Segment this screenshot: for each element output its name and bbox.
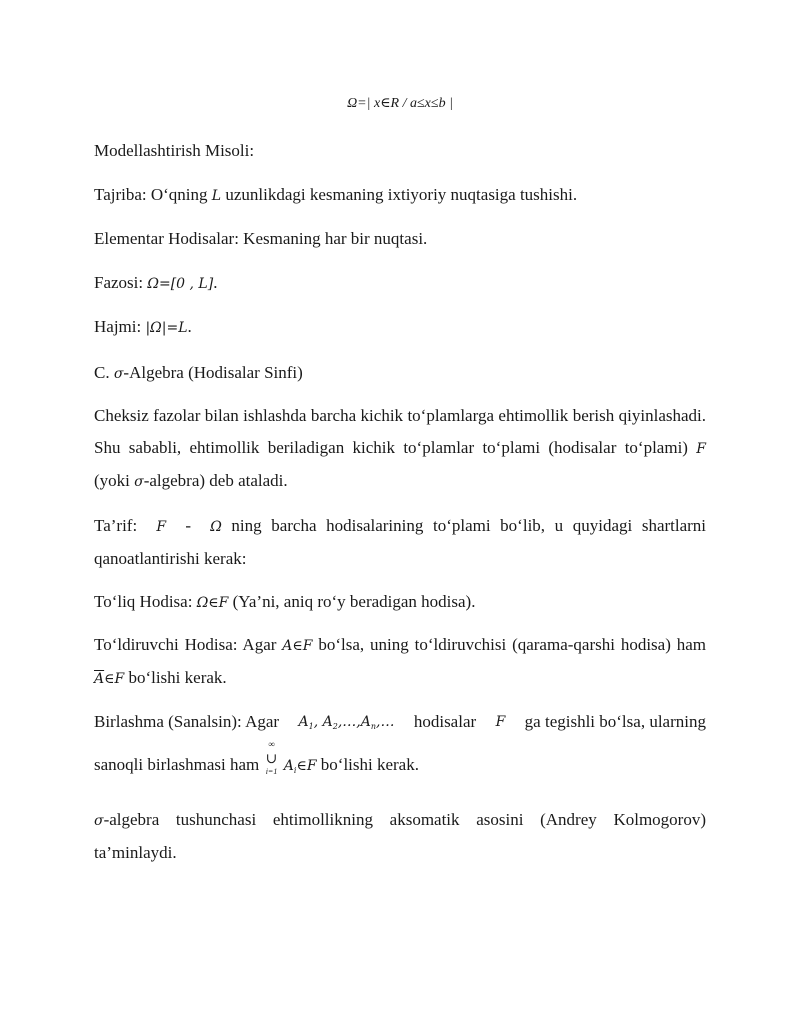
full-event-line xyxy=(94,591,475,614)
sample-space-formula: Ω=| x∈R / a≤x≤b | xyxy=(347,96,453,111)
union-sequence: $A_1$, $A_2,\dots,A_n,\dots$ xyxy=(298,714,395,731)
closing-text: -algebra tushunchasi ehtimollikning aksomatik asosini (Andrey Kolmogorov) ta’minlaydi. xyxy=(94,810,706,862)
para1-text-2: (yoki xyxy=(94,471,130,490)
union-line-2 xyxy=(94,739,419,782)
para1-text-3: -algebra) deb ataladi. xyxy=(143,471,288,490)
union-symbol: ∪ xyxy=(265,752,278,767)
union-line-1 xyxy=(94,711,706,738)
closing-paragraph xyxy=(94,804,706,869)
union-upper-limit: ∞ xyxy=(268,739,275,749)
sigma-symbol: σ xyxy=(113,366,124,382)
closing-sigma: σ xyxy=(94,813,104,829)
definition-label: Ta’rif: xyxy=(94,516,138,535)
union-operator xyxy=(264,739,280,776)
union-end: bo‘lishi kerak. xyxy=(320,755,419,774)
space-formula: Ω=[0 , L] xyxy=(147,276,214,292)
complement-text: bo‘lsa, uning to‘ldiruvchisi (qarama-qarshi hodisa) ham xyxy=(318,635,707,654)
section-prefix: C. xyxy=(94,363,110,382)
definition-omega: Ω xyxy=(210,519,222,535)
volume-line xyxy=(94,316,192,339)
heading-modelling-example: Modellashtirish Misoli: xyxy=(94,141,255,160)
definition-F: F xyxy=(156,519,167,535)
union-lower-limit: i=1 xyxy=(265,767,278,776)
union-F: F xyxy=(495,714,506,730)
union-term: $A_i\in F$ xyxy=(283,758,317,775)
elementary-events-line: Elementar Hodisalar: Kesmaning har bir nuqtasi. xyxy=(94,229,428,248)
full-event-text: (Ya’ni, aniq ro‘y beradigan hodisa). xyxy=(232,592,476,611)
sigma-algebra-intro-paragraph xyxy=(94,400,706,498)
section-heading-c xyxy=(94,362,303,385)
experiment-text: uzunlikdagi kesmaning ixtiyoriy nuqtasiga tushishi. xyxy=(225,185,578,204)
complement-end: bo‘lishi kerak. xyxy=(128,668,227,687)
complement-formula-2: ∈F xyxy=(104,671,125,687)
length-variable: L xyxy=(211,188,222,204)
experiment-label: Tajriba: O‘qning xyxy=(94,185,208,204)
volume-period: . xyxy=(187,317,192,336)
volume-formula: |Ω|=L xyxy=(145,320,188,336)
experiment-line xyxy=(94,184,577,207)
complement-a-bar: $\overline{A}$ xyxy=(94,671,105,687)
union-events-word: hodisalar xyxy=(413,712,477,731)
para1-F: F xyxy=(696,441,706,457)
union-text-visible: ga tegishli bo‘lsa, ularning xyxy=(524,712,706,731)
space-label: Fazosi: xyxy=(94,273,144,292)
definition-text: ning barcha hodisalarining to‘plami bo‘lib, u quyidagi shartlarni qanoatlantirishi kerak: xyxy=(94,516,707,568)
space-line xyxy=(94,272,217,295)
full-event-formula: Ω∈F xyxy=(196,595,229,611)
para1-sigma: σ xyxy=(134,474,144,490)
full-event-label: To‘liq Hodisa: xyxy=(94,592,193,611)
space-period: . xyxy=(213,273,218,292)
section-title: -Algebra (Hodisalar Sinfi) xyxy=(123,363,303,382)
volume-label: Hajmi: xyxy=(94,317,142,336)
union-label: Birlashma (Sanalsin): Agar xyxy=(94,712,280,731)
para1-text-1: Cheksiz fazolar bilan ishlashda barcha kichik to‘plamlarga ehtimollik berish qiyinlashadi. Shu sababli, ehtimollik beriladigan kichik to‘plamlar to‘plami (hodisalar to‘plami) xyxy=(94,406,706,457)
union-text-2: sanoqli birlashmasi ham xyxy=(94,755,260,774)
complement-paragraph xyxy=(94,629,706,695)
definition-paragraph xyxy=(94,510,706,575)
complement-label: To‘ldiruvchi Hodisa: Agar xyxy=(94,635,277,654)
complement-formula-1: A∈F xyxy=(282,638,313,654)
definition-dash: - xyxy=(185,516,191,535)
